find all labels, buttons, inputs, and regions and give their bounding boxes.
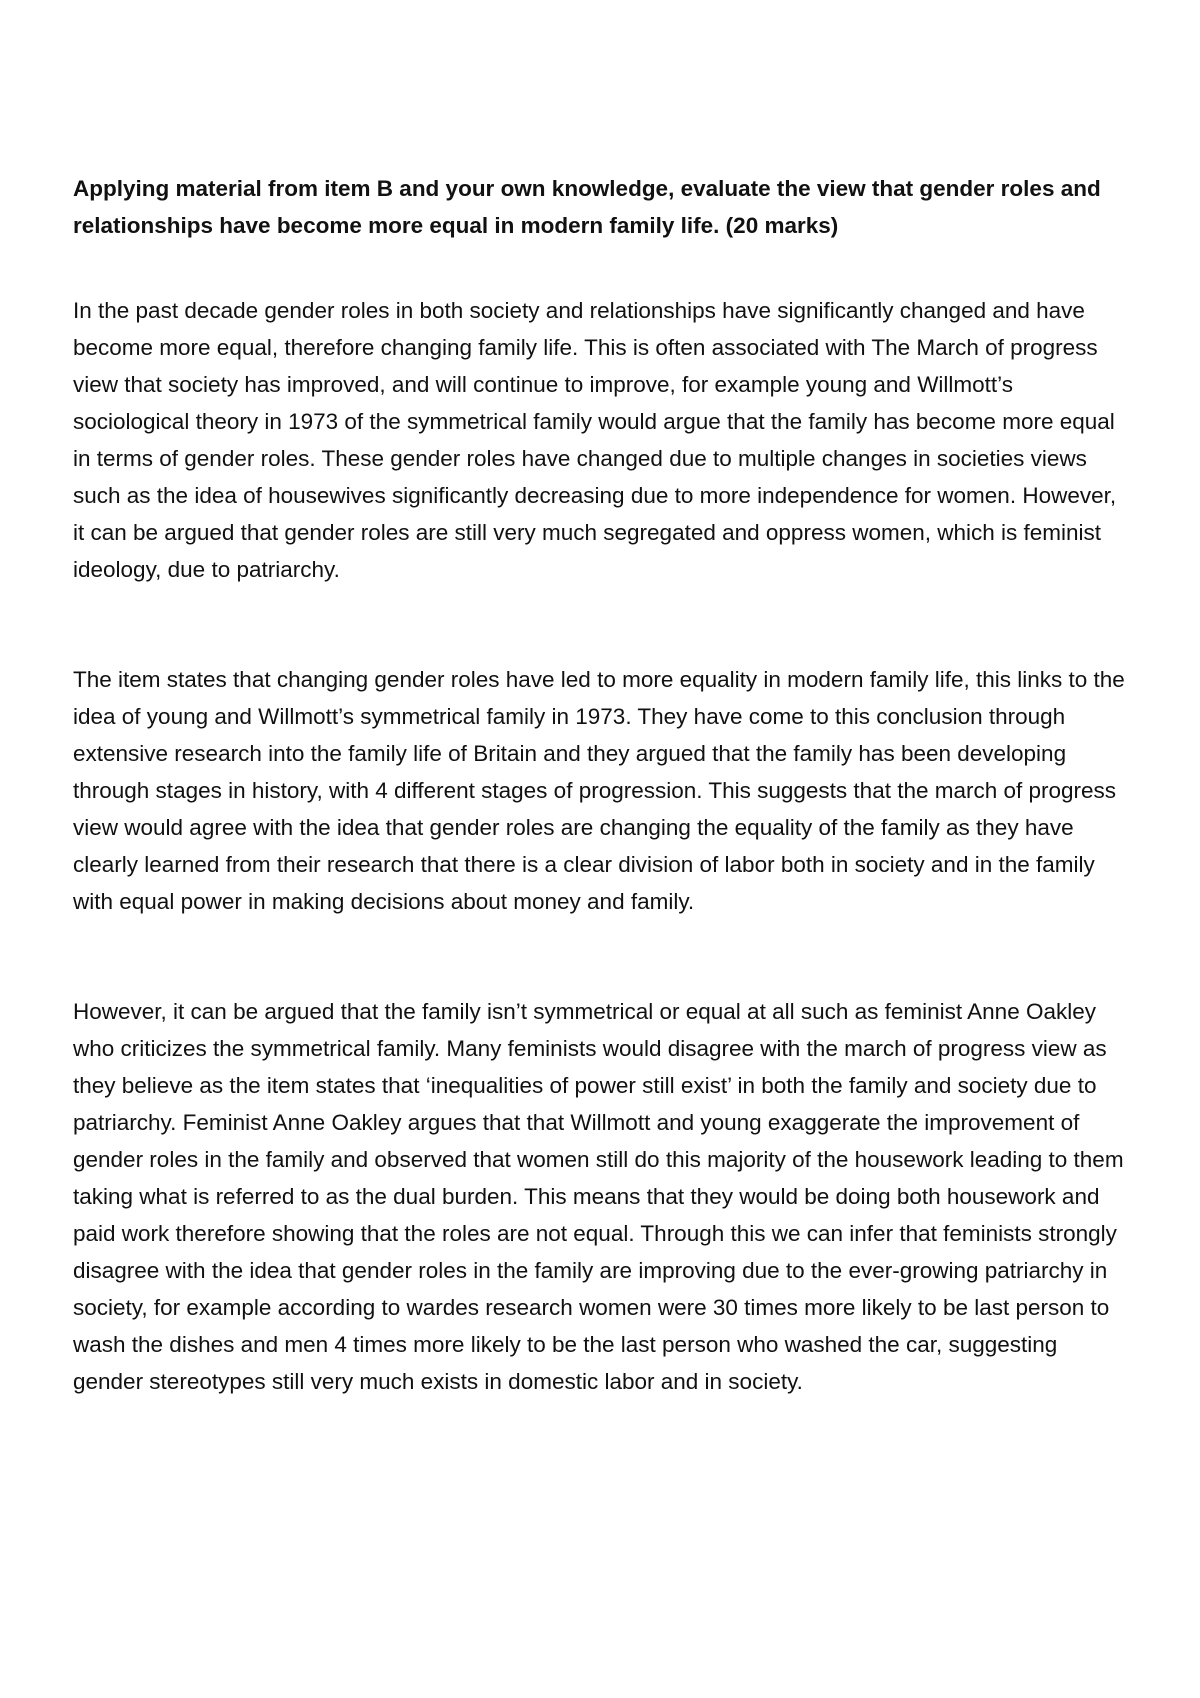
document-page	[73, 170, 1133, 1400]
essay-paragraph-3: However, it can be argued that the family isn’t symmetrical or equal at all such as feminist Anne Oakley who criticizes the symmetrical family. Many feminists would disagree with the march of progress view as they believe as the item states that ‘inequalities of power still exist’ in both the family and society due to patriarchy. Feminist Anne Oakley argues that that Willmott and young exaggerate the improvement of gender roles in the family and observed that women still do this majority of the housework leading to them taking what is referred to as the dual burden. This means that they would be doing both housework and paid work therefore showing that the roles are not equal. Through this we can infer that feminists strongly disagree with the idea that gender roles in the family are improving due to the ever-growing patriarchy in society, for example according to wardes research women were 30 times more likely to be last person to wash the dishes and men 4 times more likely to be the last person who washed the car, suggesting gender stereotypes still very much exists in domestic labor and in society.	[73, 999, 1124, 1394]
essay-paragraph-1: In the past decade gender roles in both society and relationships have significantly changed and have become more equal, therefore changing family life. This is often associated with The March of progress view that society has improved, and will continue to improve, for example young and Willmott’s sociological theory in 1973 of the symmetrical family would argue that the family has become more equal in terms of gender roles. These gender roles have changed due to multiple changes in societies views such as the idea of housewives significantly decreasing due to more independence for women. However, it can be argued that gender roles are still very much segregated and oppress women, which is feminist ideology, due to patriarchy.	[73, 298, 1117, 582]
essay-paragraph-2: The item states that changing gender roles have led to more equality in modern family life, this links to the idea of young and Willmott’s symmetrical family in 1973. They have come to this conclusion through extensive research into the family life of Britain and they argued that the family has been developing through stages in history, with 4 different stages of progression. This suggests that the march of progress view would agree with the idea that gender roles are changing the equality of the family as they have clearly learned from their research that there is a clear division of labor both in society and in the family with equal power in making decisions about money and family.	[73, 667, 1125, 914]
essay-question: Applying material from item B and your own knowledge, evaluate the view that gender roles and relationships have become more equal in modern family life. (20 marks)	[73, 176, 1101, 238]
